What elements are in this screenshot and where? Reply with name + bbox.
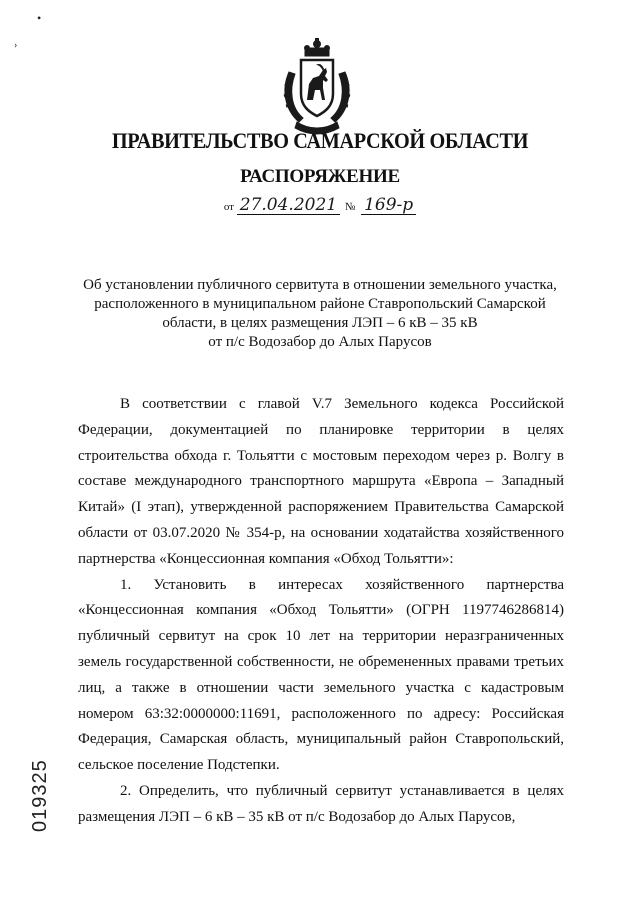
subject-line: от п/с Водозабор до Алых Парусов [208, 334, 432, 350]
subject-line: расположенного в муниципальном районе Ставропольский Самарской [94, 296, 546, 312]
date-number-line [0, 196, 640, 215]
body-paragraph-1: 1. Установить в интересах хозяйственного партнерства «Концессионная компания «Обход Тольятти» (ОГРН 1197746286814) публичный сервитут на срок 10 лет на территории неразграниченных земель государственной собственности, не обремененных правами третьих лиц, а также в отношении части земельного участка с кадастровым номером 63:32:0000000:11691, расположенного по адресу: Российская Федерация, Самарская область, муниципальный район Ставропольский, сельское поселение Подстепки. [78, 576, 564, 774]
document-date: 27.04.2021 [237, 196, 340, 215]
subject-line: области, в целях размещения ЛЭП – 6 кВ – 35 кВ [162, 315, 478, 331]
scan-speck: • [37, 11, 42, 25]
document-body [78, 392, 564, 831]
document-subject [70, 276, 570, 352]
body-paragraph-2: 2. Определить, что публичный сервитут устанавливается в целях размещения ЛЭП – 6 кВ – 35 кВ от п/с Водозабор до Алых Парусов, [78, 782, 564, 825]
document-type: РАСПОРЯЖЕНИЕ [240, 166, 400, 187]
samara-coat-of-arms-icon [279, 38, 355, 136]
subject-line: Об установлении публичного сервитута в отношении земельного участка, [83, 277, 557, 293]
number-label: № [344, 201, 356, 213]
body-paragraph-preamble: В соответствии с главой V.7 Земельного кодекса Российской Федерации, документацией по планировке территории в целях строительства обхода г. Тольятти с мостовым переходом через р. Волгу в составе международного транспортного маршрута «Европа – Западный Китай» (I этап), утвержденной распоряжением Правительства Самарской области от 03.07.2020 № 354-р, на основании ходатайства хозяйственного партнерства «Концессионная компания «Обход Тольятти»: [78, 396, 564, 567]
margin-serial-number: 019325 [29, 759, 51, 832]
document-number: 169-р [361, 196, 416, 215]
scan-speck: › [14, 40, 18, 51]
government-title: ПРАВИТЕЛЬСТВО САМАРСКОЙ ОБЛАСТИ [111, 128, 529, 153]
date-prefix: от [223, 201, 234, 213]
